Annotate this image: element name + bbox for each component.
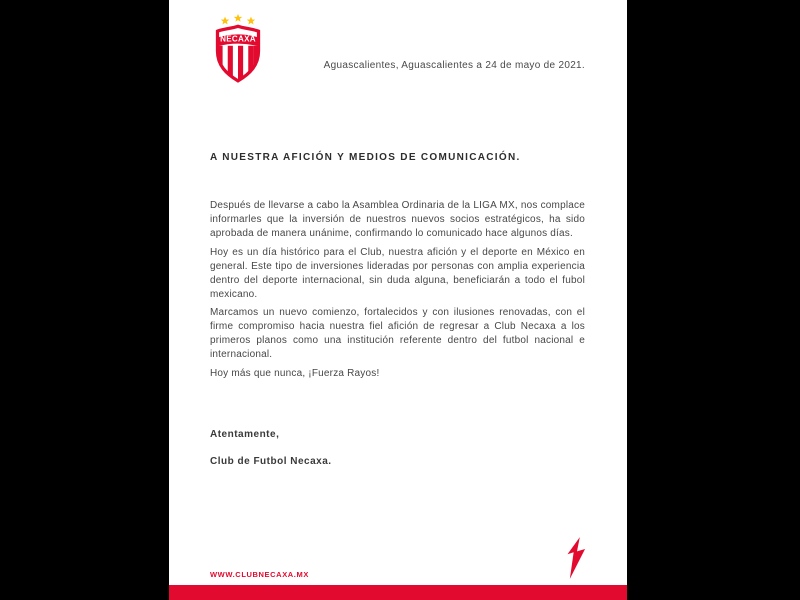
letter-page [169,0,627,600]
letter-heading: A NUESTRA AFICIÓN Y MEDIOS DE COMUNICACIÓN. [210,152,521,163]
closing-signature: Club de Futbol Necaxa. [210,456,332,467]
star-icon [221,14,255,25]
letter-closing [210,428,332,469]
footer-red-bar [169,585,627,600]
paragraph: Hoy es un día histórico para el Club, nuestra afición y el deporte en México en general. Este tipo de inversiones lideradas por personas con amplia experiencia dentro del deporte internacional, sin duda alguna, beneficiarán a todo el fubol mexicano. [210,246,585,300]
paragraph: Hoy más que nunca, ¡Fuerza Rayos! [210,367,380,379]
paragraph: Marcamos un nuevo comienzo, fortalecidos y con ilusiones renovadas, con el firme compromiso hacia nuestra fiel afición de regresar a Club Necaxa a los primeros planos como una institución referente dentro del futbol nacional e internacional. [210,307,585,360]
lightning-bolt-icon [567,537,586,579]
paragraph: Después de llevarse a cabo la Asamblea Ordinaria de la LIGA MX, nos complace informarles que la inversión de nuestros nuevos socios estratégicos, ha sido aprobada de manera unánime, confirmando lo comunicado hace algunos días. [210,200,585,239]
closing-salutation: Atentamente, [210,429,280,440]
letter-body [210,199,585,385]
letter-dateline: Aguascalientes, Aguascalientes a 24 de mayo de 2021. [323,60,585,71]
crest-banner-text: NECAXA [220,34,256,44]
website-link[interactable]: WWW.CLUBNECAXA.MX [210,570,309,579]
necaxa-crest-logo [211,12,265,86]
